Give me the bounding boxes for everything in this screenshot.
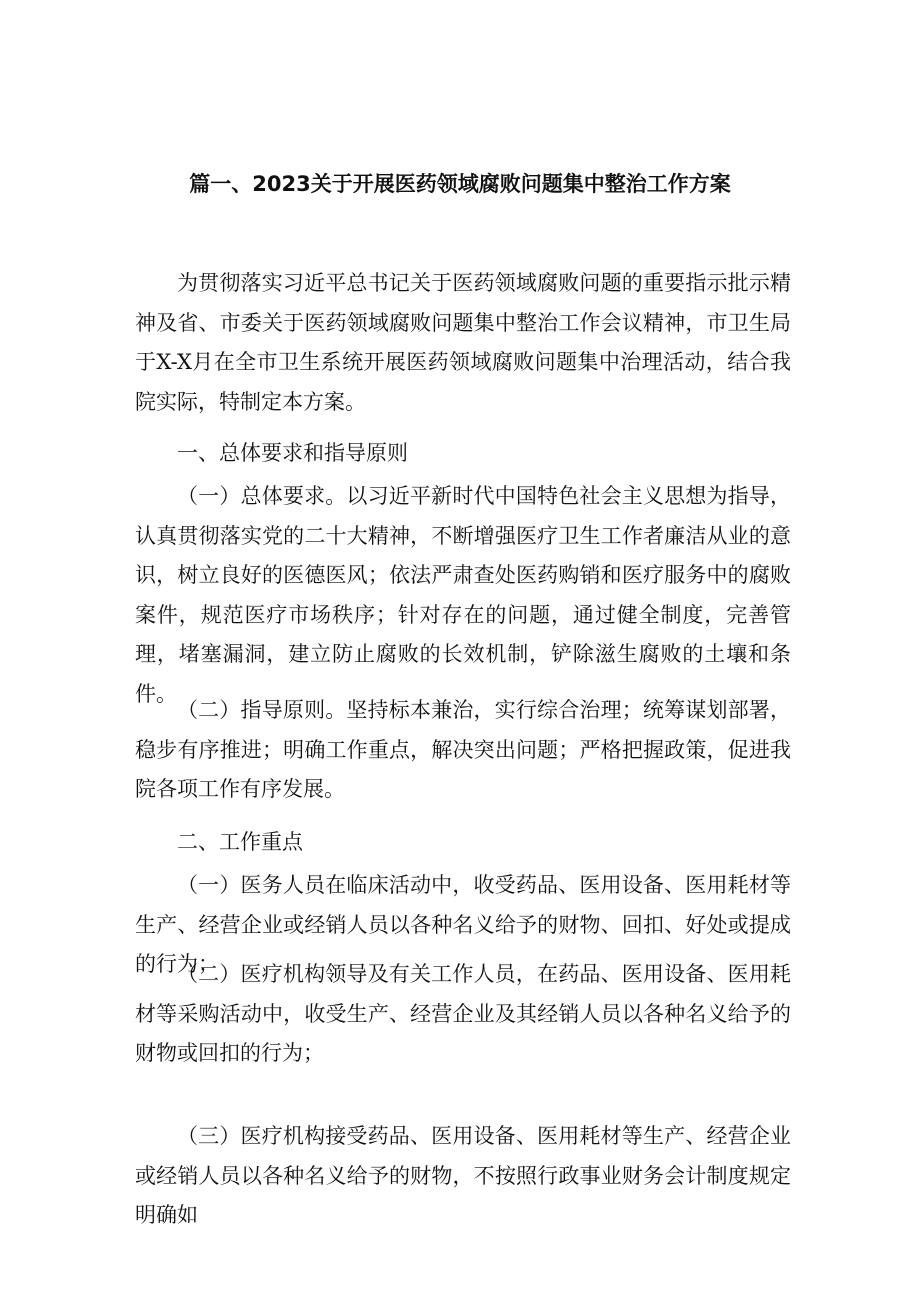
document-title: 篇一、2023关于开展医药领域腐败问题集中整治工作方案 bbox=[189, 172, 731, 196]
paragraph-focus-2: （二）医疗机构领导及有关工作人员，在药品、医用设备、医用耗材等采购活动中，收受生产、经营企业及其经销人员以各种名义给予的财物或回扣的行为； bbox=[135, 962, 791, 1065]
section-heading-2: 二、工作重点 bbox=[177, 830, 303, 854]
section-heading-1: 一、总体要求和指导原则 bbox=[177, 441, 408, 465]
paragraph-guiding-principles: （二）指导原则。坚持标本兼治，实行综合治理；统筹谋划部署，稳步有序推进；明确工作重点，解决突出问题；严格把握政策，促进我院各项工作有序发展。 bbox=[135, 698, 791, 801]
paragraph-general-requirements: （一）总体要求。以习近平新时代中国特色社会主义思想为指导，认真贯彻落实党的二十大精神，不断增强医疗卫生工作者廉洁从业的意识，树立良好的医德医风；依法严肃查处医药购销和医疗服务中的腐败案件，规范医疗市场秩序；针对存在的问题，通过健全制度，完善管理，堵塞漏洞，建立防止腐败的长效机制，铲除滋生腐败的土壤和条件。 bbox=[135, 484, 791, 706]
paragraph-focus-3: （三）医疗机构接受药品、医用设备、医用耗材等生产、经营企业或经销人员以各种名义给予的财物，不按照行政事业财务会计制度规定明确如 bbox=[135, 1124, 791, 1227]
intro-paragraph: 为贯彻落实习近平总书记关于医药领域腐败问题的重要指示批示精神及省、市委关于医药领域腐败问题集中整治工作会议精神，市卫生局于X-X月在全市卫生系统开展医药领域腐败问题集中治理活动，结合我院实际，特制定本方案。 bbox=[135, 271, 791, 414]
paragraph-focus-1: （一）医务人员在临床活动中，收受药品、医用设备、医用耗材等生产、经营企业或经销人员以各种名义给予的财物、回扣、好处或提成的行为； bbox=[135, 873, 791, 976]
